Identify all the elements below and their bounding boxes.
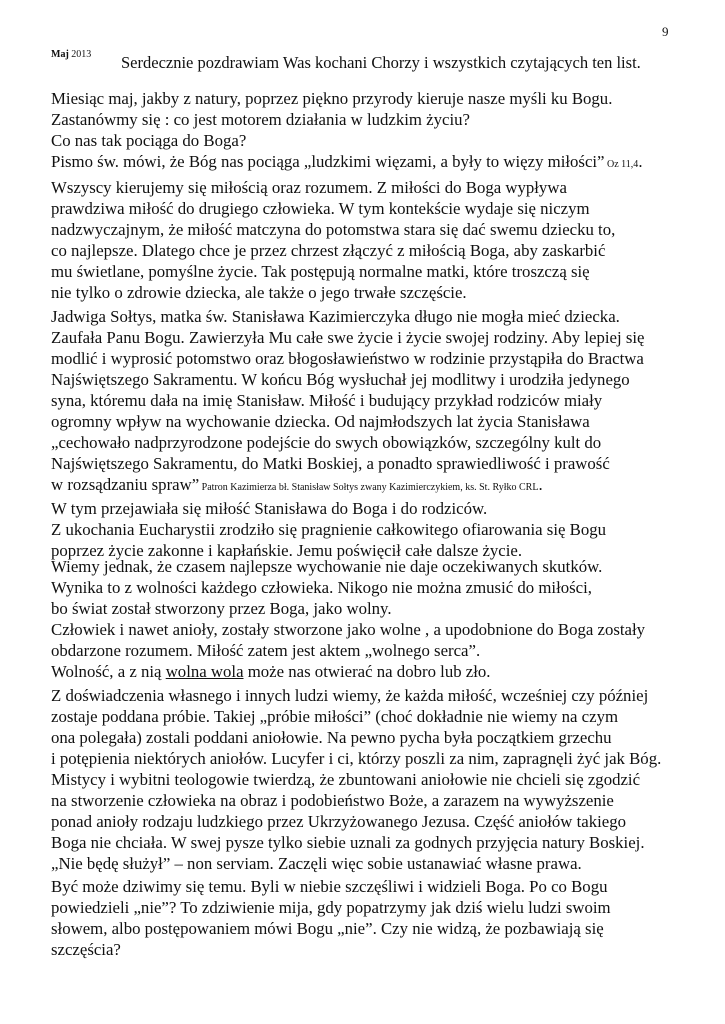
text-line: prawdziwa miłość do drugiego człowieka. W tym kontekście wydaje się niczym — [51, 199, 590, 218]
quote-text: Pismo św. mówi, że Bóg nas pociąga „ludzkimi więzami, a były to więzy miłości” — [51, 152, 605, 171]
text-line — [51, 661, 691, 682]
greeting-line: Serdecznie pozdrawiam Was kochani Chorzy i wszystkich czytających ten list. — [121, 53, 641, 72]
text-line: Zaufała Panu Bogu. Zawierzyła Mu całe swe życie i życie swojej rodziny. Aby lepiej się — [51, 328, 645, 347]
text-line: Zastanówmy się : co jest motorem działania w ludzkim życiu? — [51, 110, 470, 129]
text-line: syna, któremu dała na imię Stanisław. Miłość i budujący przykład rodziców miały — [51, 391, 603, 410]
text-line: ona polegała) zostali poddani aniołowie. Na pewno pycha była początkiem grzechu — [51, 728, 612, 747]
text-line: „Nie będę służył” – non serviam. Zaczęli więc sobie ustanawiać własne prawa. — [51, 854, 582, 873]
text-segment: może nas otwierać na dobro lub zło. — [243, 662, 491, 681]
text-line: Najświętszego Sakramentu, do Matki Boskiej, a ponadto sprawiedliwość i prawość — [51, 454, 610, 473]
text-line — [51, 474, 691, 498]
quote-end: w rozsądzaniu spraw” — [51, 475, 200, 494]
underlined-phrase: wolna wola — [165, 662, 244, 681]
text-line: Z doświadczenia własnego i innych ludzi wiemy, że każda miłość, wcześniej czy później — [51, 686, 649, 705]
paragraph-4 — [51, 556, 691, 682]
paragraph-2 — [51, 177, 691, 303]
text-line: poprzez życie zakonne i kapłańskie. Jemu poświęcił całe dalsze życie. — [51, 541, 523, 560]
text-line — [51, 151, 691, 175]
text-line: na stworzenie człowieka na obraz i podobieństwo Boże, a zarazem na wywyższenie — [51, 791, 614, 810]
text-line: Z ukochania Eucharystii zrodziło się pragnienie całkowitego ofiarowania się Bogu — [51, 520, 606, 539]
paragraph-3 — [51, 306, 691, 561]
text-line: nie tylko o zdrowie dziecka, ale także o jego trwałe szczęście. — [51, 283, 467, 302]
text-line: słowem, albo postępowaniem mówi Bogu „nie”. Czy nie widzą, że pozbawiają się — [51, 919, 604, 938]
text-line: bo świat został stworzony przez Boga, jako wolny. — [51, 599, 392, 618]
text-line: Co nas tak pociąga do Boga? — [51, 131, 247, 150]
text-line: powiedzieli „nie”? To zdziwienie mija, gdy popatrzymy jak dziś wielu ludzi swoim — [51, 898, 611, 917]
text-line: Boga nie chciała. W swej pysze tylko siebie uznali za godnych przyjęcia natury Boskiej. — [51, 833, 645, 852]
text-line: Wynika to z wolności każdego człowieka. Nikogo nie można zmusić do miłości, — [51, 578, 592, 597]
date-label — [51, 49, 91, 60]
text-line: mu świetlane, pomyślne życie. Tak postępują normalne matki, które troszczą się — [51, 262, 590, 281]
text-line: szczęścia? — [51, 940, 121, 959]
paragraph-6 — [51, 876, 691, 960]
text-line: Człowiek i nawet anioły, zostały stworzone jako wolne , a upodobnione do Boga zostały — [51, 620, 646, 639]
date-month: Maj — [51, 49, 69, 60]
text-line: i potępienia niektórych aniołów. Lucyfer i ci, którzy poszli za nim, zapragnęli żyć jak Bóg. — [51, 749, 662, 768]
text-line: Najświętszego Sakramentu. W końcu Bóg wysłuchał jej modlitwy i urodziła jedynego — [51, 370, 630, 389]
text-line: ogromny wpływ na wychowanie dziecka. Od najmłodszych lat życia Stanisława — [51, 412, 590, 431]
text-line: Wszyscy kierujemy się miłością oraz rozumem. Z miłości do Boga wypływa — [51, 178, 567, 197]
paragraph-5 — [51, 685, 691, 874]
text-line: nadzwyczajnym, że miłość matczyna do potomstwa stara się dać swemu dziecku to, — [51, 220, 616, 239]
text-line: W tym przejawiała się miłość Stanisława do Boga i do rodziców. — [51, 499, 488, 518]
source-reference: Patron Kazimierza bł. Stanisław Sołtys zwany Kazimierczykiem, ks. St. Ryłko CRL — [199, 482, 539, 493]
text-line: Jadwiga Sołtys, matka św. Stanisława Kazimierczyka długo nie mogła mieć dziecka. — [51, 307, 620, 326]
sentence-end: . — [638, 152, 643, 171]
text-line: zostaje poddana próbie. Takiej „próbie miłości” (choć dokładnie nie wiemy na czym — [51, 707, 619, 726]
paragraph-1 — [51, 88, 691, 175]
page-number: 9 — [662, 24, 669, 39]
text-line: „cechowało nadprzyrodzone podejście do swych obowiązków, szczególny kult do — [51, 433, 602, 452]
text-segment: Wolność, a z nią — [51, 662, 166, 681]
text-line: Miesiąc maj, jakby z natury, poprzez piękno przyrody kieruje nasze myśli ku Bogu. — [51, 89, 613, 108]
text-line: obdarzone rozumem. Miłość zatem jest aktem „wolnego serca”. — [51, 641, 481, 660]
text-line: Wiemy jednak, że czasem najlepsze wychowanie nie daje oczekiwanych skutków. — [51, 557, 603, 576]
sentence-end: . — [538, 475, 543, 494]
text-line: ponad anioły rodzaju ludzkiego przez Ukrzyżowanego Jezusa. Część aniołów takiego — [51, 812, 627, 831]
text-line: co najlepsze. Dlatego chce je przez chrzest złączyć z miłością Boga, aby zaskarbić — [51, 241, 606, 260]
text-line: Mistycy i wybitni teologowie twierdzą, że zbuntowani aniołowie nie chcieli się zgodzić — [51, 770, 641, 789]
date-year: 2013 — [71, 49, 92, 60]
text-line: modlić i wyprosić potomstwo oraz błogosławieństwo w rodzinie przystąpiła do Bractwa — [51, 349, 644, 368]
text-line: Być może dziwimy się temu. Byli w niebie szczęśliwi i widzieli Boga. Po co Bogu — [51, 877, 608, 896]
bible-reference: Oz 11,4 — [604, 159, 639, 170]
